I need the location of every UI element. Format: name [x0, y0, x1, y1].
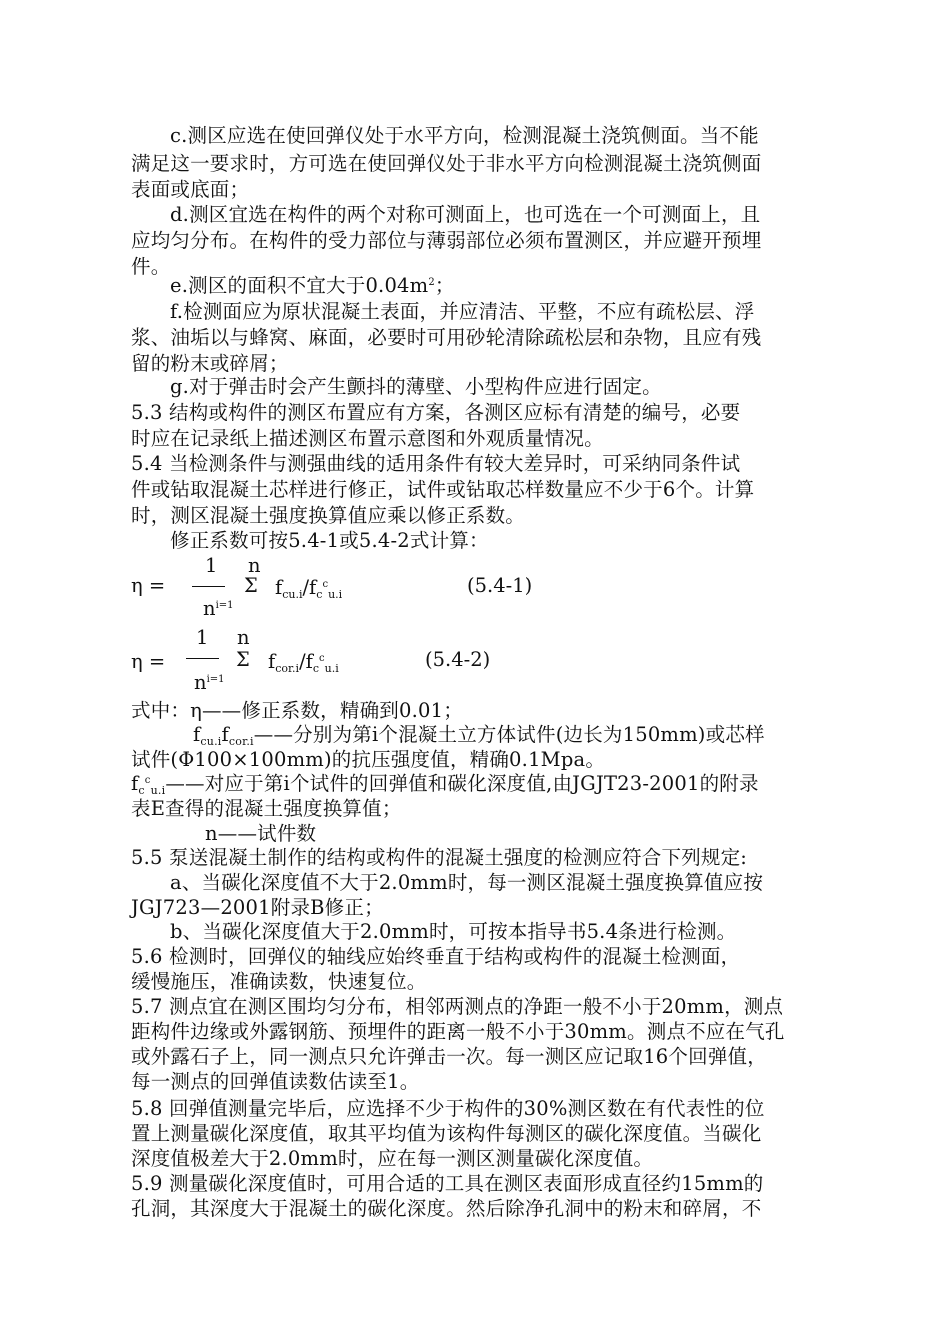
formula2-label: (5.4-2) — [425, 648, 491, 671]
formula2-f: f — [268, 650, 276, 673]
section-5-9-line2: 孔洞，其深度大于混凝土的碳化深度。然后除净孔洞中的粉末和碎屑，不 — [131, 1197, 762, 1220]
section-5-4-line1: 5.4 当检测条件与测强曲线的适用条件有较大差异时，可采纳同条件试 — [131, 452, 741, 475]
section-5-4-line2: 件或钻取混凝土芯样进行修正，试件或钻取芯样数量应不少于6个。计算 — [131, 478, 755, 501]
paragraph-d-line3: 件。 — [131, 255, 171, 278]
where-line3: 试件(Φ100×100mm)的抗压强度值，精确0.1Mpa。 — [131, 748, 606, 771]
where4-text: ——对应于第i个试件的回弹值和碳化深度值,由JGJT23-2001的附录 — [165, 772, 759, 795]
formula1-n-top: n — [248, 554, 261, 577]
formula1-f: f — [275, 576, 283, 599]
where-line1: 式中：η——修正系数，精确到0.01； — [131, 699, 463, 722]
paragraph-f-line1: f.检测面应为原状混凝土表面，并应清洁、平整，不应有疏松层、浮 — [170, 300, 755, 323]
section-5-4-line4: 修正系数可按5.4-1或5.4-2式计算： — [170, 529, 489, 552]
formula1-sub-cu: cu.i — [282, 588, 303, 601]
paragraph-e-end: ； — [434, 274, 455, 297]
section-5-6-line1: 5.6 检测时，回弹仪的轴线应始终垂直于结构或构件的混凝土检测面， — [131, 945, 741, 968]
formula2-fraction-bar — [186, 658, 219, 659]
paragraph-c-line2: 满足这一要求时，方可选在使回弹仪处于非水平方向检测混凝土浇筑侧面 — [131, 152, 762, 175]
formula1-n-bottom — [203, 598, 234, 624]
where4-f: f — [131, 772, 139, 795]
section-5-5-line4: b、当碳化深度值大于2.0mm时，可按本指导书5.4条进行检测。 — [170, 920, 737, 943]
where-line5: 表E查得的混凝土强度换算值； — [131, 797, 402, 820]
formula1-sup-c: c — [322, 579, 329, 590]
section-5-7-line1: 5.7 测点宜在测区围均匀分布，相邻两测点的净距一般不小于20mm，测点 — [131, 995, 784, 1018]
formula2-sub-c: c — [312, 662, 320, 675]
paragraph-c-line3: 表面或底面； — [131, 178, 250, 201]
where-line6: n——试件数 — [205, 822, 317, 845]
paragraph-f-line3: 留的粉末或碎屑； — [131, 352, 289, 375]
formula2-eta: η = — [131, 650, 166, 673]
section-5-3-line2: 时应在记录纸上描述测区布置示意图和外观质量情况。 — [131, 427, 604, 450]
formula2-n-bottom — [194, 672, 225, 698]
formula1-fraction-bar — [192, 586, 225, 587]
where-line2 — [193, 723, 765, 750]
formula2-n: n — [194, 671, 207, 694]
where-sub-cu: cu.i — [200, 735, 222, 748]
where-sub-cor: cor.i — [228, 735, 254, 748]
section-5-5-line2: a、当碳化深度值不大于2.0mm时，每一测区混凝土强度换算值应按 — [170, 871, 764, 894]
formula2-i-eq-1: i=1 — [206, 674, 225, 685]
section-5-4-line3: 时，测区混凝土强度换算值应乘以修正系数。 — [131, 504, 526, 527]
formula2-sub-cor: cor.i — [275, 662, 300, 675]
formula1-sub-ui: u.i — [328, 588, 343, 601]
section-5-7-line4: 每一测点的回弹值读数估读至1。 — [131, 1070, 420, 1093]
where-text: ——分别为第i个混凝土立方体试件(边长为150mm)或芯样 — [253, 723, 765, 746]
formula2-expression — [268, 651, 339, 677]
formula1-expression — [275, 577, 342, 603]
section-5-8-line3: 深度值极差大于2.0mm时，应在每一测区测量碳化深度值。 — [131, 1147, 654, 1170]
paragraph-e-text: e.测区的面积不宜大于0.04m — [170, 274, 429, 297]
section-5-7-line2: 距构件边缘或外露钢筋、预埋件的距离一般不小于30mm。测点不应在气孔 — [131, 1020, 785, 1043]
where-line4 — [131, 772, 759, 800]
section-5-7-line3: 或外露石子上，同一测点只允许弹击一次。每一测区应记取16个回弹值， — [131, 1045, 767, 1068]
section-5-8-line1: 5.8 回弹值测量完毕后，应选择不少于构件的30%测区数在有代表性的位 — [131, 1097, 765, 1120]
formula1-sub-c: c — [316, 588, 323, 601]
superscript-2: 2 — [428, 277, 435, 288]
formula1-eta: η = — [131, 574, 166, 597]
where4-sup-c: c — [144, 775, 151, 786]
formula2-sup-c: c — [319, 653, 325, 664]
formula1-i-eq-1: i=1 — [215, 600, 234, 611]
formula2-slash: /f — [299, 650, 313, 673]
section-5-6-line2: 缓慢施压，准确读数，快速复位。 — [131, 970, 427, 993]
paragraph-c-line1: c.测区应选在使回弹仪处于水平方向，检测混凝土浇筑侧面。当不能 — [170, 124, 759, 147]
formula1-sigma: Σ — [244, 574, 258, 597]
formula2-sigma: Σ — [236, 648, 250, 671]
section-5-3-line1: 5.3 结构或构件的测区布置应有方案，各测区应标有清楚的编号，必要 — [131, 401, 741, 424]
formula1-n: n — [203, 597, 216, 620]
paragraph-e-line1 — [170, 274, 455, 302]
formula2-numerator: 1 — [196, 626, 209, 649]
formula1-label: (5.4-1) — [467, 574, 533, 597]
where-f1: f — [193, 723, 201, 746]
where-f2: f — [221, 723, 229, 746]
where4-sub-c: c — [138, 784, 145, 797]
paragraph-f-line2: 浆、油垢以与蜂窝、麻面，必要时可用砂轮清除疏松层和杂物，且应有残 — [131, 326, 762, 349]
section-5-8-line2: 置上测量碳化深度值，取其平均值为该构件每测区的碳化深度值。当碳化 — [131, 1122, 762, 1145]
paragraph-d-line1: d.测区宜选在构件的两个对称可测面上，也可选在一个可测面上，且 — [170, 203, 761, 226]
formula2-sub-ui: u.i — [324, 662, 339, 675]
paragraph-d-line2: 应均匀分布。在构件的受力部位与薄弱部位必须布置测区，并应避开预埋 — [131, 229, 762, 252]
section-5-5-line1: 5.5 泵送混凝土制作的结构或构件的混凝土强度的检测应符合下列规定: — [131, 846, 748, 869]
formula1-slash: /f — [302, 576, 317, 599]
where4-sub-ui: u.i — [150, 784, 166, 797]
formula2-n-top: n — [237, 626, 250, 649]
section-5-9-line1: 5.9 测量碳化深度值时，可用合适的工具在测区表面形成直径约15mm的 — [131, 1172, 764, 1195]
paragraph-g-line1: g.对于弹击时会产生颤抖的薄壁、小型构件应进行固定。 — [170, 375, 662, 398]
section-5-5-line3: JGJ723—2001附录B修正； — [131, 896, 384, 919]
formula1-numerator: 1 — [205, 554, 218, 577]
